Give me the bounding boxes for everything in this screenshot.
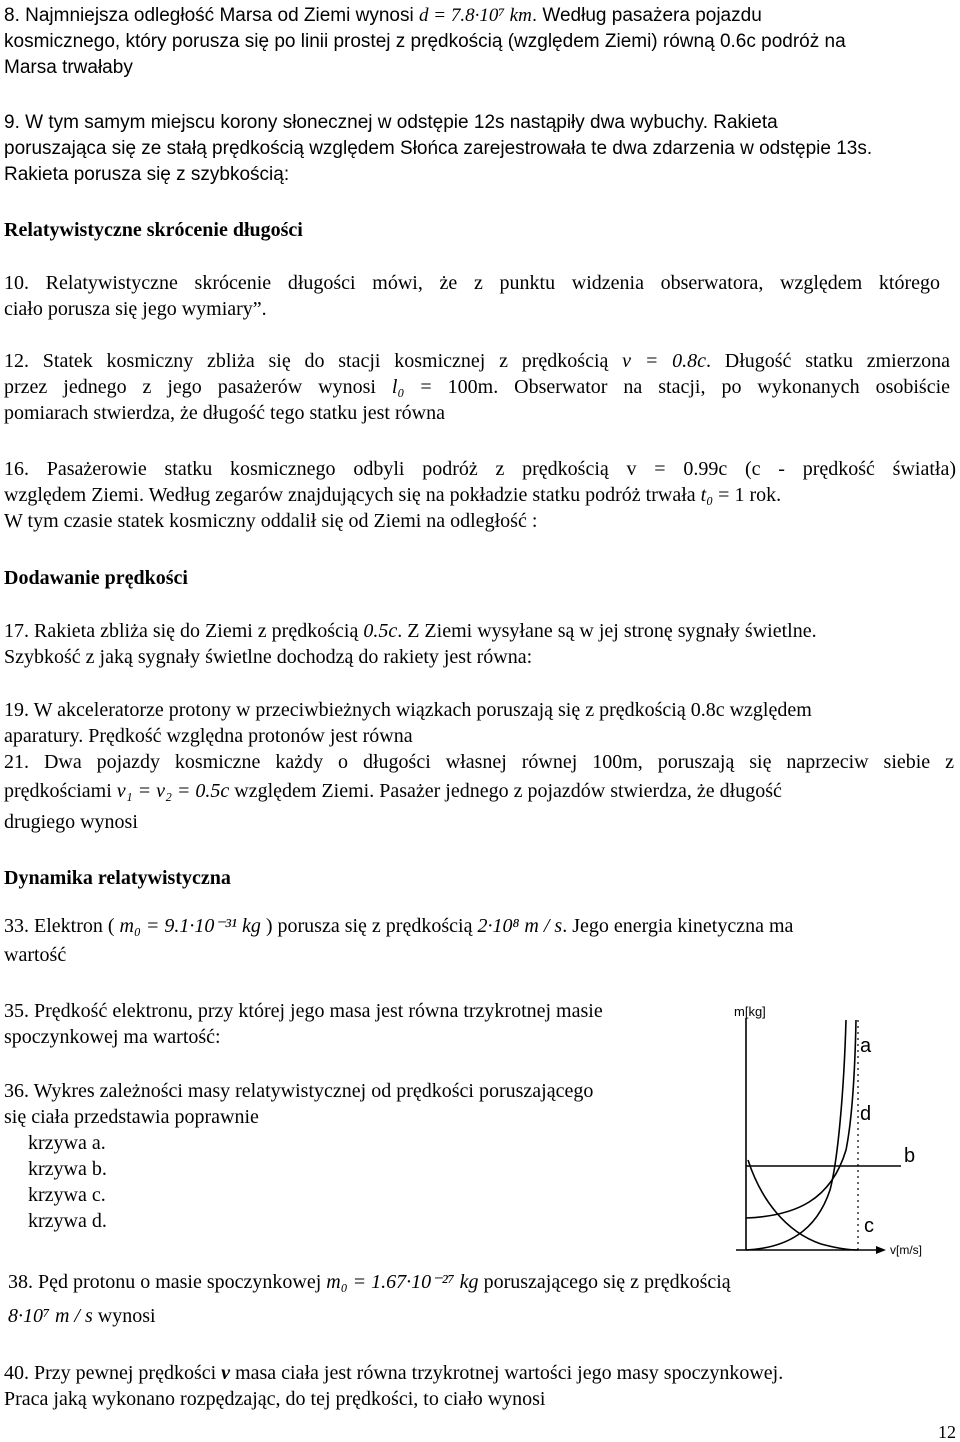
question-9 xyxy=(4,110,944,188)
q33-line-2: wartość xyxy=(4,944,67,966)
q17-line-1 xyxy=(4,618,950,644)
q38-text-post: poruszającego się z prędkością xyxy=(483,1271,731,1293)
q9-line-1: 9. W tym samym miejscu korony słonecznej w odstępie 12s nastąpiły dwa wybuchy. Rakieta xyxy=(4,112,778,133)
graph-label-b: b xyxy=(904,1145,916,1167)
q40-velocity-var: v xyxy=(221,1362,231,1384)
q38-line2-post: wynosi xyxy=(97,1305,156,1327)
q9-line-2: poruszająca się ze stałą prędkością względem Słońca zarejestrowała te dwa zdarzenia w odstępie 13s. xyxy=(4,138,873,159)
q21-line2-post: względem Ziemi. Pasażer jednego z pojazdów stwierdza, że długość xyxy=(234,780,782,802)
q16-proper-time: t₀ xyxy=(700,484,714,506)
graph-label-d: d xyxy=(860,1103,872,1125)
q33-mass-formula: m₀ = 9.1·10⁻³¹ kg xyxy=(119,915,261,937)
q17-text-pre: 17. Rakieta zbliża się do Ziemi z prędkością xyxy=(4,620,359,642)
q33-text-post: . Jego energia kinetyczna ma xyxy=(562,915,794,937)
q8-line-3: Marsa trwałaby xyxy=(4,57,133,78)
q21-line-1: 21. Dwa pojazdy kosmiczne każdy o długości własnej równej 100m, poruszają się naprzeciw siebie z xyxy=(4,751,954,773)
q40-text-pre: 40. Przy pewnej prędkości xyxy=(4,1362,217,1384)
section-heading-relativistic-dynamics: Dynamika relatywistyczna xyxy=(4,867,231,889)
section-heading-length-contraction: Relatywistyczne skrócenie długości xyxy=(4,219,303,241)
q17-line-2: Szybkość z jaką sygnały świetlne dochodzą do rakiety jest równa: xyxy=(4,646,533,668)
question-17 xyxy=(4,618,950,670)
question-16 xyxy=(4,456,956,534)
graph-x-label: v[m/s] xyxy=(890,1243,922,1257)
q36-line-1: 36. Wykres zależności masy relatywistycznej od prędkości poruszającego xyxy=(4,1080,594,1102)
q16-line-2 xyxy=(4,482,956,508)
q10-line-1: 10. Relatywistyczne skrócenie długości mówi, że z punktu widzenia obserwatora, względem którego xyxy=(4,272,940,294)
q16-line2-pre: względem Ziemi. Według zegarów znajdujących się na pokładzie statku podróż trwała xyxy=(4,484,696,506)
q33-text-mid: ) porusza się z prędkością xyxy=(265,915,473,937)
q12-line-2 xyxy=(4,374,950,400)
q38-text-pre: 38. Pęd protonu o masie spoczynkowej xyxy=(8,1271,322,1293)
q12-line-3: pomiarach stwierdza, że długość tego statku jest równa xyxy=(4,402,445,424)
question-8 xyxy=(4,3,944,81)
page-number: 12 xyxy=(938,1422,956,1442)
q36-line-2: się ciała przedstawia poprawnie xyxy=(4,1106,259,1128)
q35-line-1: 35. Prędkość elektronu, przy której jego masa jest równa trzykrotnej masie xyxy=(4,1000,603,1022)
section-heading-velocity-addition: Dodawanie prędkości xyxy=(4,567,188,589)
q21-line-2 xyxy=(4,775,954,807)
q40-line-1 xyxy=(4,1360,950,1386)
q8-text-post: . Według pasażera pojazdu xyxy=(531,5,762,26)
q36-option-b: krzywa b. xyxy=(28,1158,107,1180)
graph-label-a: a xyxy=(860,1035,872,1057)
question-35 xyxy=(4,998,704,1050)
question-21 xyxy=(4,749,954,837)
question-40 xyxy=(4,1360,950,1412)
q16-line-3: W tym czasie statek kosmiczny oddalił się od Ziemi na odległość : xyxy=(4,510,538,532)
curve-d xyxy=(746,1020,856,1218)
q36-option-c: krzywa c. xyxy=(28,1184,106,1206)
question-36 xyxy=(4,1078,704,1234)
q33-line-1 xyxy=(4,910,954,942)
q17-text-post: . Z Ziemi wysyłane są w jej stronę sygnały świetlne. xyxy=(397,620,817,642)
q38-velocity-formula: 8·10⁷ m / s xyxy=(8,1305,93,1327)
q8-text-pre: 8. Najmniejsza odległość Marsa od Ziemi wynosi xyxy=(4,5,414,26)
q21-line2-pre: prędkościami xyxy=(4,780,112,802)
q12-velocity: v = 0.8c xyxy=(622,350,706,372)
q8-line-2: kosmicznego, który porusza się po linii prostej z prędkością (względem Ziemi) równą 0.6c podróż na xyxy=(4,31,846,52)
graph-y-label: m[kg] xyxy=(734,1004,766,1019)
q38-line-1 xyxy=(8,1265,948,1299)
q12-line-1 xyxy=(4,348,950,374)
q8-distance-formula: d = 7.8·10⁷ km xyxy=(419,5,532,26)
q17-velocity: 0.5c xyxy=(363,620,398,642)
q12-line2-pre: przez jednego z jego pasażerów wynosi xyxy=(4,376,376,398)
question-19 xyxy=(4,697,950,749)
question-12 xyxy=(4,348,950,426)
q40-line-2: Praca jaką wykonano rozpędzając, do tej prędkości, to ciało wynosi xyxy=(4,1388,546,1410)
q36-option-a: krzywa a. xyxy=(28,1132,106,1154)
q38-mass-formula: m₀ = 1.67·10⁻²⁷ kg xyxy=(326,1271,479,1293)
q16-line-1: 16. Pasażerowie statku kosmicznego odbyli podróż z prędkością v = 0.99c (c - prędkość światła) xyxy=(4,458,956,480)
q12-line2-post: = 100m. Obserwator na stacji, po wykonanych osobiście xyxy=(420,376,951,398)
question-10 xyxy=(4,270,940,322)
graph-label-c: c xyxy=(864,1215,874,1237)
q38-line-2 xyxy=(8,1299,948,1333)
q12-text-post: . Długość statku zmierzona xyxy=(705,350,951,372)
curve-a xyxy=(746,1020,846,1250)
q8-line-1 xyxy=(4,3,944,29)
q36-option-d: krzywa d. xyxy=(28,1210,107,1232)
graph-x-arrow xyxy=(876,1246,886,1254)
q12-text-pre: 12. Statek kosmiczny zbliża się do stacji kosmicznej z prędkością xyxy=(4,350,609,372)
mass-velocity-graph xyxy=(726,1000,960,1262)
q33-velocity-formula: 2·10⁸ m / s xyxy=(477,915,563,937)
q21-velocities-formula: v₁ = v₂ = 0.5c xyxy=(116,780,230,802)
q33-text-pre: 33. Elektron ( xyxy=(4,915,115,937)
q21-line-3: drugiego wynosi xyxy=(4,811,138,833)
question-38 xyxy=(8,1265,948,1333)
q40-text-post: masa ciała jest równa trzykrotnej wartości jego masy spoczynkowej. xyxy=(235,1362,784,1384)
q12-rest-length: l₀ xyxy=(391,376,405,398)
q16-line2-post: = 1 rok. xyxy=(718,484,782,506)
q19-line-1: 19. W akceleratorze protony w przeciwbieżnych wiązkach poruszają się z prędkością 0.8c względem xyxy=(4,699,812,721)
q10-line-2: ciało porusza się jego wymiary”. xyxy=(4,298,267,320)
q19-line-2: aparatury. Prędkość względna protonów jest równa xyxy=(4,725,413,747)
q35-line-2: spoczynkowej ma wartość: xyxy=(4,1026,221,1048)
q9-line-3: Rakieta porusza się z szybkością: xyxy=(4,164,290,185)
question-33 xyxy=(4,910,954,968)
